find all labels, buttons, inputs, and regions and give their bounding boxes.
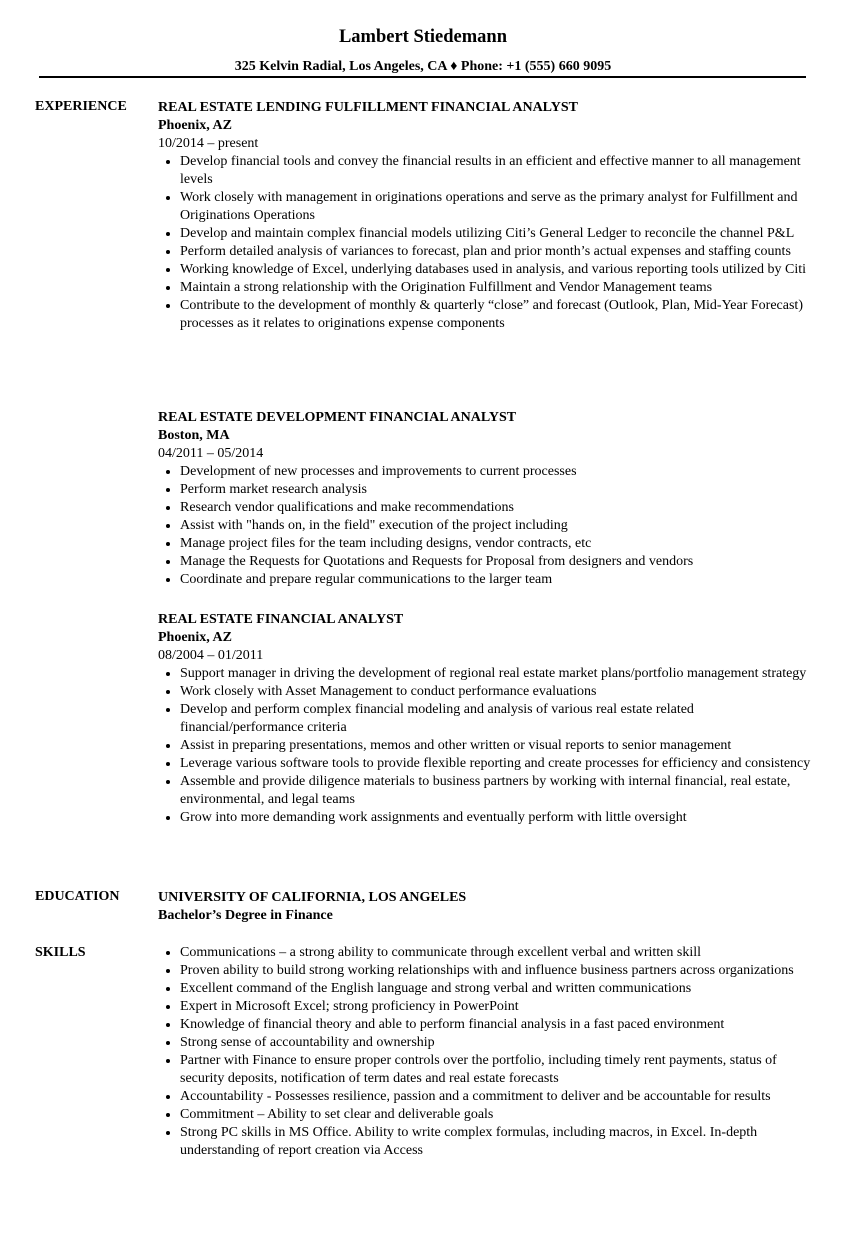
job-entry: [158, 611, 818, 827]
job-location: Phoenix, AZ: [158, 118, 232, 133]
list-item: • Accountability - Possesses resilience, passion and a commitment to deliver and be accountable for results: [180, 1088, 818, 1106]
section-label-skills: SKILLS: [35, 945, 86, 960]
list-item: • Development of new processes and improvements to current processes: [180, 463, 818, 481]
job-title: REAL ESTATE LENDING FULFILLMENT FINANCIAL ANALYST: [158, 100, 578, 115]
list-item: • Develop and perform complex financial modeling and analysis of various real estate related financial/performance criteria: [180, 701, 818, 737]
list-item: • Partner with Finance to ensure proper controls over the portfolio, including timely rent payments, status of security deposits, notification of term dates and real estate forecasts: [180, 1052, 818, 1088]
skills-list: [158, 944, 818, 1160]
job-entry: [158, 99, 818, 333]
job-dates: 08/2004 – 01/2011: [158, 648, 264, 663]
education-entry: [158, 889, 818, 925]
list-item: • Expert in Microsoft Excel; strong proficiency in PowerPoint: [180, 998, 818, 1016]
job-title: REAL ESTATE FINANCIAL ANALYST: [158, 612, 404, 627]
job-entry: [158, 409, 818, 589]
candidate-name: Lambert Stiedemann: [338, 27, 508, 47]
list-item: • Perform detailed analysis of variances to forecast, plan and prior month’s actual expenses and staffing counts: [180, 243, 818, 261]
list-item: • Strong PC skills in MS Office. Ability to write complex formulas, including macros, in Excel. In-depth understanding of report creation via Access: [180, 1124, 818, 1160]
section-label-experience: EXPERIENCE: [35, 99, 127, 114]
section-label-education: EDUCATION: [35, 889, 120, 904]
header-divider: [39, 76, 806, 78]
list-item: • Working knowledge of Excel, underlying databases used in analysis, and various reporting tools utilized by Citi: [180, 261, 818, 279]
list-item: • Contribute to the development of monthly & quarterly “close” and forecast (Outlook, Plan, Mid-Year Forecast) processes as it relates to originations expense components: [180, 297, 818, 333]
list-item: • Research vendor qualifications and make recommendations: [180, 499, 818, 517]
list-item: • Strong sense of accountability and ownership: [180, 1034, 818, 1052]
list-item: • Maintain a strong relationship with the Origination Fulfillment and Vendor Management teams: [180, 279, 818, 297]
degree: Bachelor’s Degree in Finance: [158, 908, 333, 923]
job-bullets: [158, 463, 818, 589]
job-bullets: [158, 665, 818, 827]
job-bullets: [158, 153, 818, 333]
list-item: • Assemble and provide diligence materials to business partners by working with internal financial, real estate, environmental, and legal teams: [180, 773, 818, 809]
contact-line: 325 Kelvin Radial, Los Angeles, CA ♦ Phone: +1 (555) 660 9095: [234, 59, 612, 74]
list-item: • Assist with "hands on, in the field" execution of the project including: [180, 517, 818, 535]
list-item: • Assist in preparing presentations, memos and other written or visual reports to senior management: [180, 737, 818, 755]
list-item: • Grow into more demanding work assignments and eventually perform with little oversight: [180, 809, 818, 827]
list-item: • Commitment – Ability to set clear and deliverable goals: [180, 1106, 818, 1124]
list-item: • Perform market research analysis: [180, 481, 818, 499]
list-item: • Work closely with Asset Management to conduct performance evaluations: [180, 683, 818, 701]
job-dates: 10/2014 – present: [158, 136, 259, 151]
list-item: • Knowledge of financial theory and able to perform financial analysis in a fast paced environment: [180, 1016, 818, 1034]
list-item: • Develop and maintain complex financial models utilizing Citi’s General Ledger to reconcile the channel P&L: [180, 225, 818, 243]
list-item: • Leverage various software tools to provide flexible reporting and create processes for efficiency and consistency: [180, 755, 818, 773]
list-item: • Proven ability to build strong working relationships with and influence business partners across organizations: [180, 962, 818, 980]
skills-entry: [158, 944, 818, 1160]
list-item: • Communications – a strong ability to communicate through excellent verbal and written skill: [180, 944, 818, 962]
job-location: Phoenix, AZ: [158, 630, 232, 645]
school-name: UNIVERSITY OF CALIFORNIA, LOS ANGELES: [158, 890, 467, 905]
list-item: • Excellent command of the English language and strong verbal and written communications: [180, 980, 818, 998]
job-dates: 04/2011 – 05/2014: [158, 446, 264, 461]
list-item: • Manage the Requests for Quotations and Requests for Proposal from designers and vendors: [180, 553, 818, 571]
list-item: • Coordinate and prepare regular communications to the larger team: [180, 571, 818, 589]
job-location: Boston, MA: [158, 428, 230, 443]
list-item: • Manage project files for the team including designs, vendor contracts, etc: [180, 535, 818, 553]
list-item: • Develop financial tools and convey the financial results in an efficient and effective manner to all management levels: [180, 153, 818, 189]
list-item: • Support manager in driving the development of regional real estate market plans/portfolio management strategy: [180, 665, 818, 683]
job-title: REAL ESTATE DEVELOPMENT FINANCIAL ANALYST: [158, 410, 517, 425]
list-item: • Work closely with management in originations operations and serve as the primary analyst for Fulfillment and Originations Operations: [180, 189, 818, 225]
